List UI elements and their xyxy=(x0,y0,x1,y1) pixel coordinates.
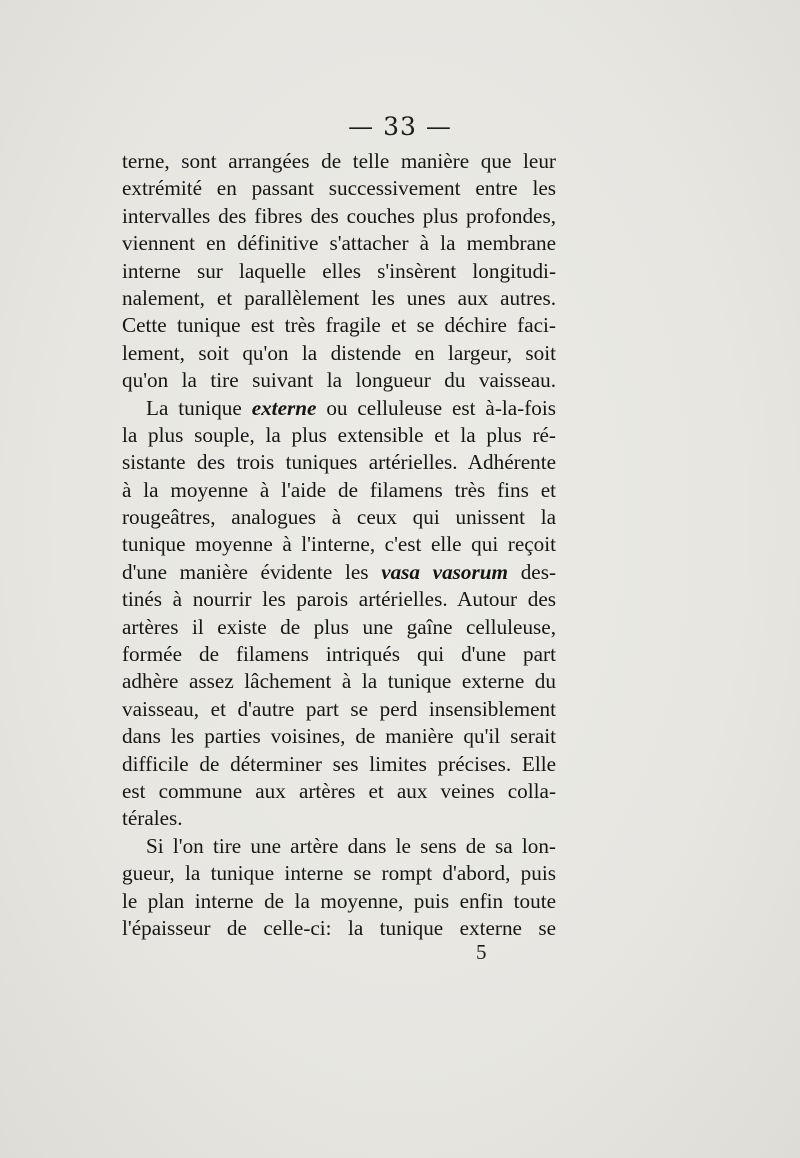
text-line-paragraph-start: Si l'on tire une artère dans le sens de sa lon- xyxy=(146,833,556,858)
text-line: extrémité en passant successivement entre les xyxy=(122,176,556,201)
text-line: qu'on la tire suivant la longueur du vaisseau. xyxy=(122,368,556,393)
text-line: térales. xyxy=(122,806,183,831)
text-line: nalement, et parallèlement les unes aux autres. xyxy=(122,285,556,310)
text-segment: La tunique xyxy=(146,395,242,420)
text-line: la plus souple, la plus extensible et la plus ré- xyxy=(122,422,556,447)
text-line: vaisseau, et d'autre part se perd insensiblement xyxy=(122,696,556,721)
text-line: est commune aux artères et aux veines colla- xyxy=(122,778,556,803)
text-line: intervalles des fibres des couches plus profondes, xyxy=(122,203,556,228)
text-line-paragraph-start xyxy=(122,395,556,422)
text-line: difficile de déterminer ses limites précises. Elle xyxy=(122,751,556,776)
text-line: terne, sont arrangées de telle manière que leur xyxy=(122,149,556,173)
text-line: dans les parties voisines, de manière qu'il serait xyxy=(122,724,556,749)
text-line xyxy=(122,559,556,586)
text-line: l'épaisseur de celle-ci: la tunique externe se xyxy=(122,915,556,940)
text-line: rougeâtres, analogues à ceux qui unissent la xyxy=(122,505,556,530)
body-text xyxy=(122,148,556,942)
italic-term-externe: externe xyxy=(251,395,317,420)
text-line: adhère assez lâchement à la tunique externe du xyxy=(122,669,556,694)
text-segment: d'une manière évidente les xyxy=(122,559,369,584)
text-line: sistante des trois tuniques artérielles. Adhérente xyxy=(122,450,556,475)
italic-term-vasa-vasorum: vasa vasorum xyxy=(381,559,509,584)
text-line: tinés à nourrir les parois artérielles. Autour des xyxy=(122,587,556,612)
text-line: Cette tunique est très fragile et se déchire faci- xyxy=(122,313,556,338)
text-line: interne sur laquelle elles s'insèrent longitudi- xyxy=(122,258,556,283)
text-line: viennent en définitive s'attacher à la membrane xyxy=(122,231,556,256)
text-line: gueur, la tunique interne se rompt d'abord, puis xyxy=(122,861,556,886)
text-line: le plan interne de la moyenne, puis enfin toute xyxy=(122,888,556,913)
text-line: formée de filamens intriqués qui d'une part xyxy=(122,642,556,667)
text-line: artères il existe de plus une gaîne celluleuse, xyxy=(122,614,556,639)
page-number-header: — 33 — xyxy=(348,112,452,141)
text-segment: ou celluleuse est à-la-fois xyxy=(326,395,556,420)
signature-mark: 5 xyxy=(476,940,487,964)
text-line: à la moyenne à l'aide de filamens très fins et xyxy=(122,477,556,502)
text-segment: des- xyxy=(520,559,556,584)
text-line: lement, soit qu'on la distende en largeur, soit xyxy=(122,340,556,365)
text-line: tunique moyenne à l'interne, c'est elle qui reçoit xyxy=(122,532,556,557)
